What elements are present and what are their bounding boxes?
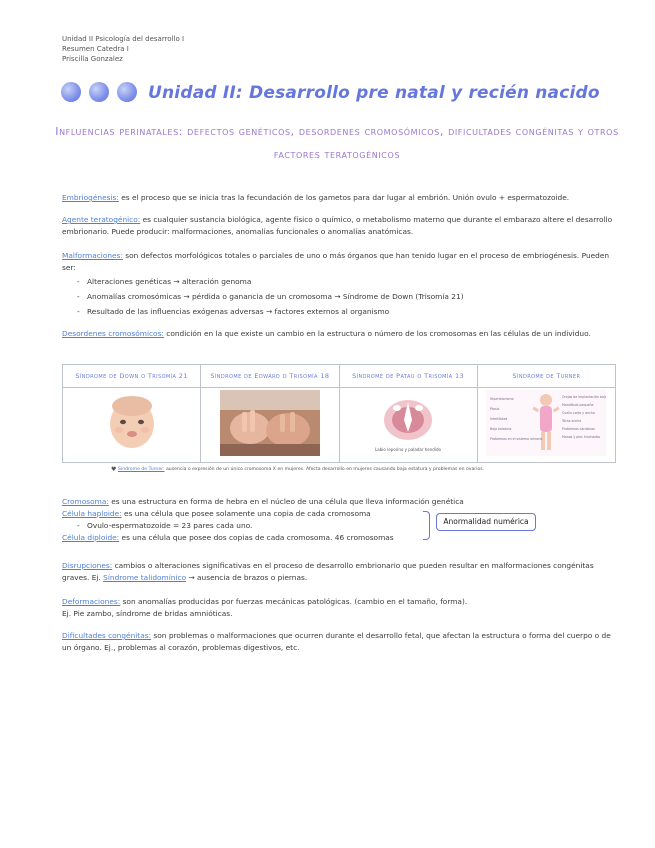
turner-label: Problemas cardíacos [562,427,596,431]
turner-label: Baja estatura [490,427,512,431]
embriogenesis-paragraph [62,192,622,204]
term-cromosoma: Cromosoma: [62,497,109,506]
anomalia-numerica-box: Anormalidad numérica [436,513,536,531]
diploide-paragraph [62,532,622,544]
list-item: - Ovulo-espermatozoide = 23 pares cada uno. [62,520,622,532]
turner-label: Orejas de implantación baja [562,395,607,399]
header-line-2: Resumen Catedra I [62,45,129,53]
deformaciones-example: Ej. Pie zambo, síndrome de bridas amnióticas. [62,609,233,618]
agente-paragraph [62,214,622,238]
term-agente-teratogenico: Agente teratogénico: [62,215,141,224]
turner-label: Ptosis [490,407,500,411]
page-title: Unidad II: Desarrollo pre natal y recién nacido [148,83,600,103]
cromosoma-text: es una estructura en forma de hebra en el núcleo de una célula que lleva información genética [108,497,464,506]
agente-text: es cualquier sustancia biológica, agente físico o químico, o metabolismo materno que durante el embarazo altere el desarrollo embrionario. Puede producir: malformaciones, anomalías funcionales o anomalías anatómicas. [62,215,613,236]
cromosoma-paragraph [62,496,622,508]
term-disrupciones: Disrupciones: [62,561,113,570]
table-row [63,388,616,463]
section-subtitle: Influencias perinatales: defectos genéticos, desordenes cromosómicos, dificultades congénitas y otros factores teratogénicos [55,125,619,161]
deformaciones-paragraph [62,596,622,620]
column-header: Síndrome de Turner [477,365,615,388]
down-syndrome-image-cell [63,388,201,463]
disrupciones-text: cambios o alteraciones significativas en el proceso de desarrollo embrionario que pueden resultar en malformaciones congénitas graves. Ej. [62,561,594,582]
turner-label: Tórax ancho [562,419,582,423]
turner-label: Problemas en el sistema urinario [490,437,543,441]
syndromes-table [62,364,616,463]
embriogenesis-text: es el proceso que se inicia tras la fecundación de los gametos para dar lugar al embrión. Unión ovulo + espermatozoide. [118,193,570,202]
patau-image-caption: Labio leporino y paladar hendido [375,447,442,452]
turner-label: Mandíbula pequeña [562,403,594,407]
haploide-text: es una célula que posee solamente una copia de cada cromosoma [121,509,371,518]
deformaciones-text: son anomalías producidas por fuerzas mecánicas patológicas. (cambio en el tamaño, forma). [120,597,468,606]
heart-bullet-icon: ♥ [111,466,117,473]
diploide-text: es una célula que posee dos copias de cada cromosoma. 46 cromosomas [119,533,394,542]
term-celula-diploide: Célula diploide: [62,533,120,542]
malformaciones-paragraph [62,250,622,318]
term-celula-haploide: Célula haploide: [62,509,122,518]
term-malformaciones: Malformaciones: [62,251,123,260]
disrupciones-tail: → ausencia de brazos o piernas. [186,573,308,582]
malformaciones-text: son defectos morfológicos totales o parciales de uno o más órganos que han tenido lugar en el proceso de embriogénesis. Pueden ser: [62,251,610,272]
turner-label: Manos y pies hinchados [562,435,601,439]
header-line-3: Priscilla Gonzalez [62,55,123,63]
disrupciones-paragraph [62,560,622,584]
cleft-palate-image [373,390,443,456]
column-header: Síndrome de Patau o Trisomía 13 [339,365,477,388]
turner-syndrome-image-cell [477,388,615,463]
turner-label: Hipertelorismo [490,397,514,401]
turner-label: Cuello corto y ancho [562,411,596,415]
dificultades-text: son problemas o malformaciones que ocurren durante el desarrollo fetal, que afectan la estructura o forma del cuerpo o de un órgano. Ej., problemas al corazón, problemas digestivos, etc. [62,631,611,652]
column-header: Síndrome de Down o Trisomía 21 [63,365,201,388]
bullet-circle-icon [117,82,137,102]
term-sindrome-talidominico: Síndrome talidomínico [103,573,187,582]
term-embriogenesis: Embriogénesis: [62,193,119,202]
list-item: - Resultado de las influencias exógenas adversas → factores externos al organismo [62,306,622,318]
desordenes-text: condición en la que existe un cambio en la estructura o número de los cromosomas en las células de un individuo. [163,329,591,338]
turner-diagram-image [486,390,606,456]
malformaciones-list [62,276,622,318]
list-item: - Alteraciones genéticas → alteración genoma [62,276,622,288]
bullet-circle-icon [89,82,109,102]
term-sindrome-turner: Síndrome de Turner: [118,467,165,472]
header-line-1: Unidad II Psicología del desarrollo I [62,35,185,43]
list-item: - Anomalías cromosómicas → pérdida o ganancia de un cromosoma → Síndrome de Down (Trisomía 21) [62,291,622,303]
patau-syndrome-image-cell [339,388,477,463]
baby-face-image [92,390,172,456]
term-dificultades-congenitas: Dificultades congénitas: [62,631,152,640]
desordenes-paragraph [62,328,622,340]
turner-note [111,466,618,473]
haploide-paragraph [62,508,622,532]
haploide-list [62,520,622,532]
bullet-circle-icon [61,82,81,102]
term-deformaciones: Deformaciones: [62,597,121,606]
table-header-row [63,365,616,388]
baby-hands-image [220,390,320,456]
edward-syndrome-image-cell [201,388,339,463]
title-decoration [61,82,137,102]
column-header: Síndrome de Edward o Trisomía 18 [201,365,339,388]
turner-label: Infertilidad [490,417,508,421]
turner-note-text: ausencia o expresión de un único cromosoma X en mujeres. Afecta desarrollo en mujeres causando baja estatura y problemas en ovarios. [164,467,485,472]
term-desordenes: Desordenes cromosómicos: [62,329,164,338]
dificultades-paragraph [62,630,622,654]
document-header [62,34,184,64]
bracket-connector [423,511,430,540]
